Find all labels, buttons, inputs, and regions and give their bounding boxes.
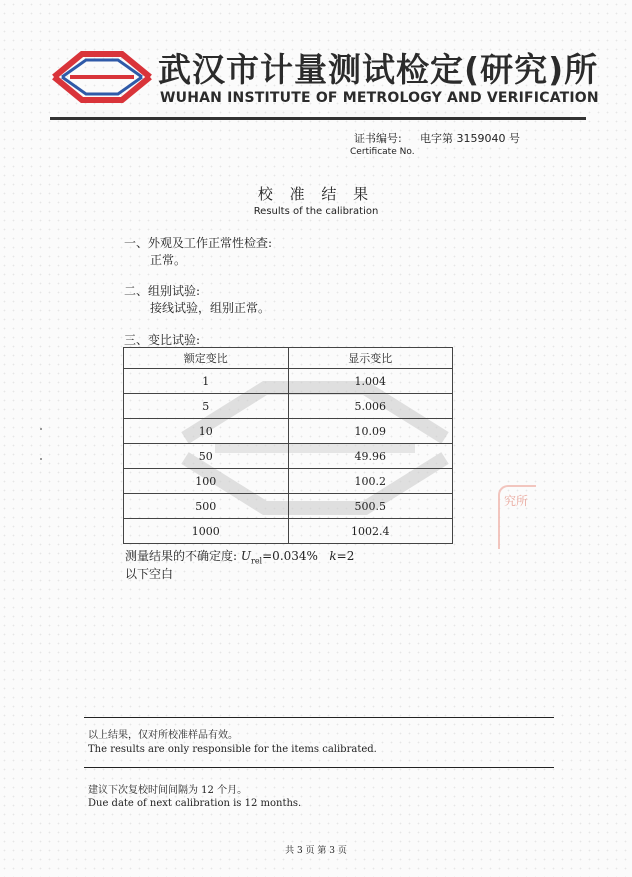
cert-number: 电字第 3159040 号 xyxy=(420,132,520,145)
header-divider xyxy=(50,117,586,120)
scan-speck xyxy=(40,458,42,460)
cert-number-label: 证书编号: xyxy=(354,132,402,145)
scan-speck xyxy=(40,428,42,430)
rated-ratio-cell: 50 xyxy=(124,444,289,469)
table-row xyxy=(124,519,453,544)
section-content-group-test: 接线试验，组别正常。 xyxy=(150,301,271,315)
column-header-rated-ratio: 额定变比 xyxy=(124,348,289,369)
validity-note-en: The results are only responsible for the items calibrated. xyxy=(88,744,377,755)
coverage-factor-value: =2 xyxy=(336,549,355,563)
uncertainty-subscript: rel xyxy=(251,556,263,566)
page-number: 共 3 页 第 3 页 xyxy=(285,846,347,856)
table-row xyxy=(124,419,453,444)
section-title-en: Results of the calibration xyxy=(253,206,379,217)
blank-below-note: 以下空白 xyxy=(125,567,174,581)
ratio-test-table xyxy=(123,347,453,544)
table-row xyxy=(124,394,453,419)
uncertainty-statement xyxy=(125,547,354,565)
section-heading-appearance: 一、外观及工作正常性检查: xyxy=(124,236,273,250)
table-row xyxy=(124,444,453,469)
coverage-factor-symbol: k xyxy=(329,549,337,563)
next-calibration-cn: 建议下次复校时间间隔为 12 个月。 xyxy=(88,785,248,796)
org-name-cn: 武汉市计量测试检定(研究)所 xyxy=(158,50,599,89)
displayed-ratio-cell: 500.5 xyxy=(288,494,453,519)
table-row xyxy=(124,469,453,494)
table-row xyxy=(124,369,453,394)
rated-ratio-cell: 10 xyxy=(124,419,289,444)
section-heading-ratio-test: 三、变比试验: xyxy=(124,333,201,347)
org-name-en: WUHAN INSTITUTE OF METROLOGY AND VERIFICATION xyxy=(160,90,599,106)
uncertainty-value: =0.034% xyxy=(262,549,318,563)
displayed-ratio-cell: 49.96 xyxy=(288,444,453,469)
uncertainty-symbol: U xyxy=(240,549,251,563)
displayed-ratio-cell: 1002.4 xyxy=(288,519,453,544)
validity-note-cn: 以上结果，仅对所校准样品有效。 xyxy=(88,730,238,741)
institute-logo xyxy=(52,46,152,108)
seal-stamp-text: 究所 xyxy=(504,494,529,508)
displayed-ratio-cell: 100.2 xyxy=(288,469,453,494)
cert-number-label-en: Certificate No. xyxy=(350,147,415,157)
rated-ratio-cell: 500 xyxy=(124,494,289,519)
section-content-appearance: 正常。 xyxy=(150,253,187,267)
section-title-cn: 校 准 结 果 xyxy=(257,185,375,203)
rated-ratio-cell: 5 xyxy=(124,394,289,419)
table-header-row xyxy=(124,348,453,369)
column-header-displayed-ratio: 显示变比 xyxy=(288,348,453,369)
rated-ratio-cell: 1 xyxy=(124,369,289,394)
table-row xyxy=(124,494,453,519)
next-calibration-en: Due date of next calibration is 12 months. xyxy=(88,798,302,809)
displayed-ratio-cell: 10.09 xyxy=(288,419,453,444)
section-heading-group-test: 二、组别试验: xyxy=(124,284,201,298)
displayed-ratio-cell: 1.004 xyxy=(288,369,453,394)
displayed-ratio-cell: 5.006 xyxy=(288,394,453,419)
footer-divider-bottom xyxy=(84,767,554,768)
uncertainty-label: 测量结果的不确定度: xyxy=(125,549,238,563)
rated-ratio-cell: 1000 xyxy=(124,519,289,544)
rated-ratio-cell: 100 xyxy=(124,469,289,494)
footer-divider-top xyxy=(84,717,554,718)
